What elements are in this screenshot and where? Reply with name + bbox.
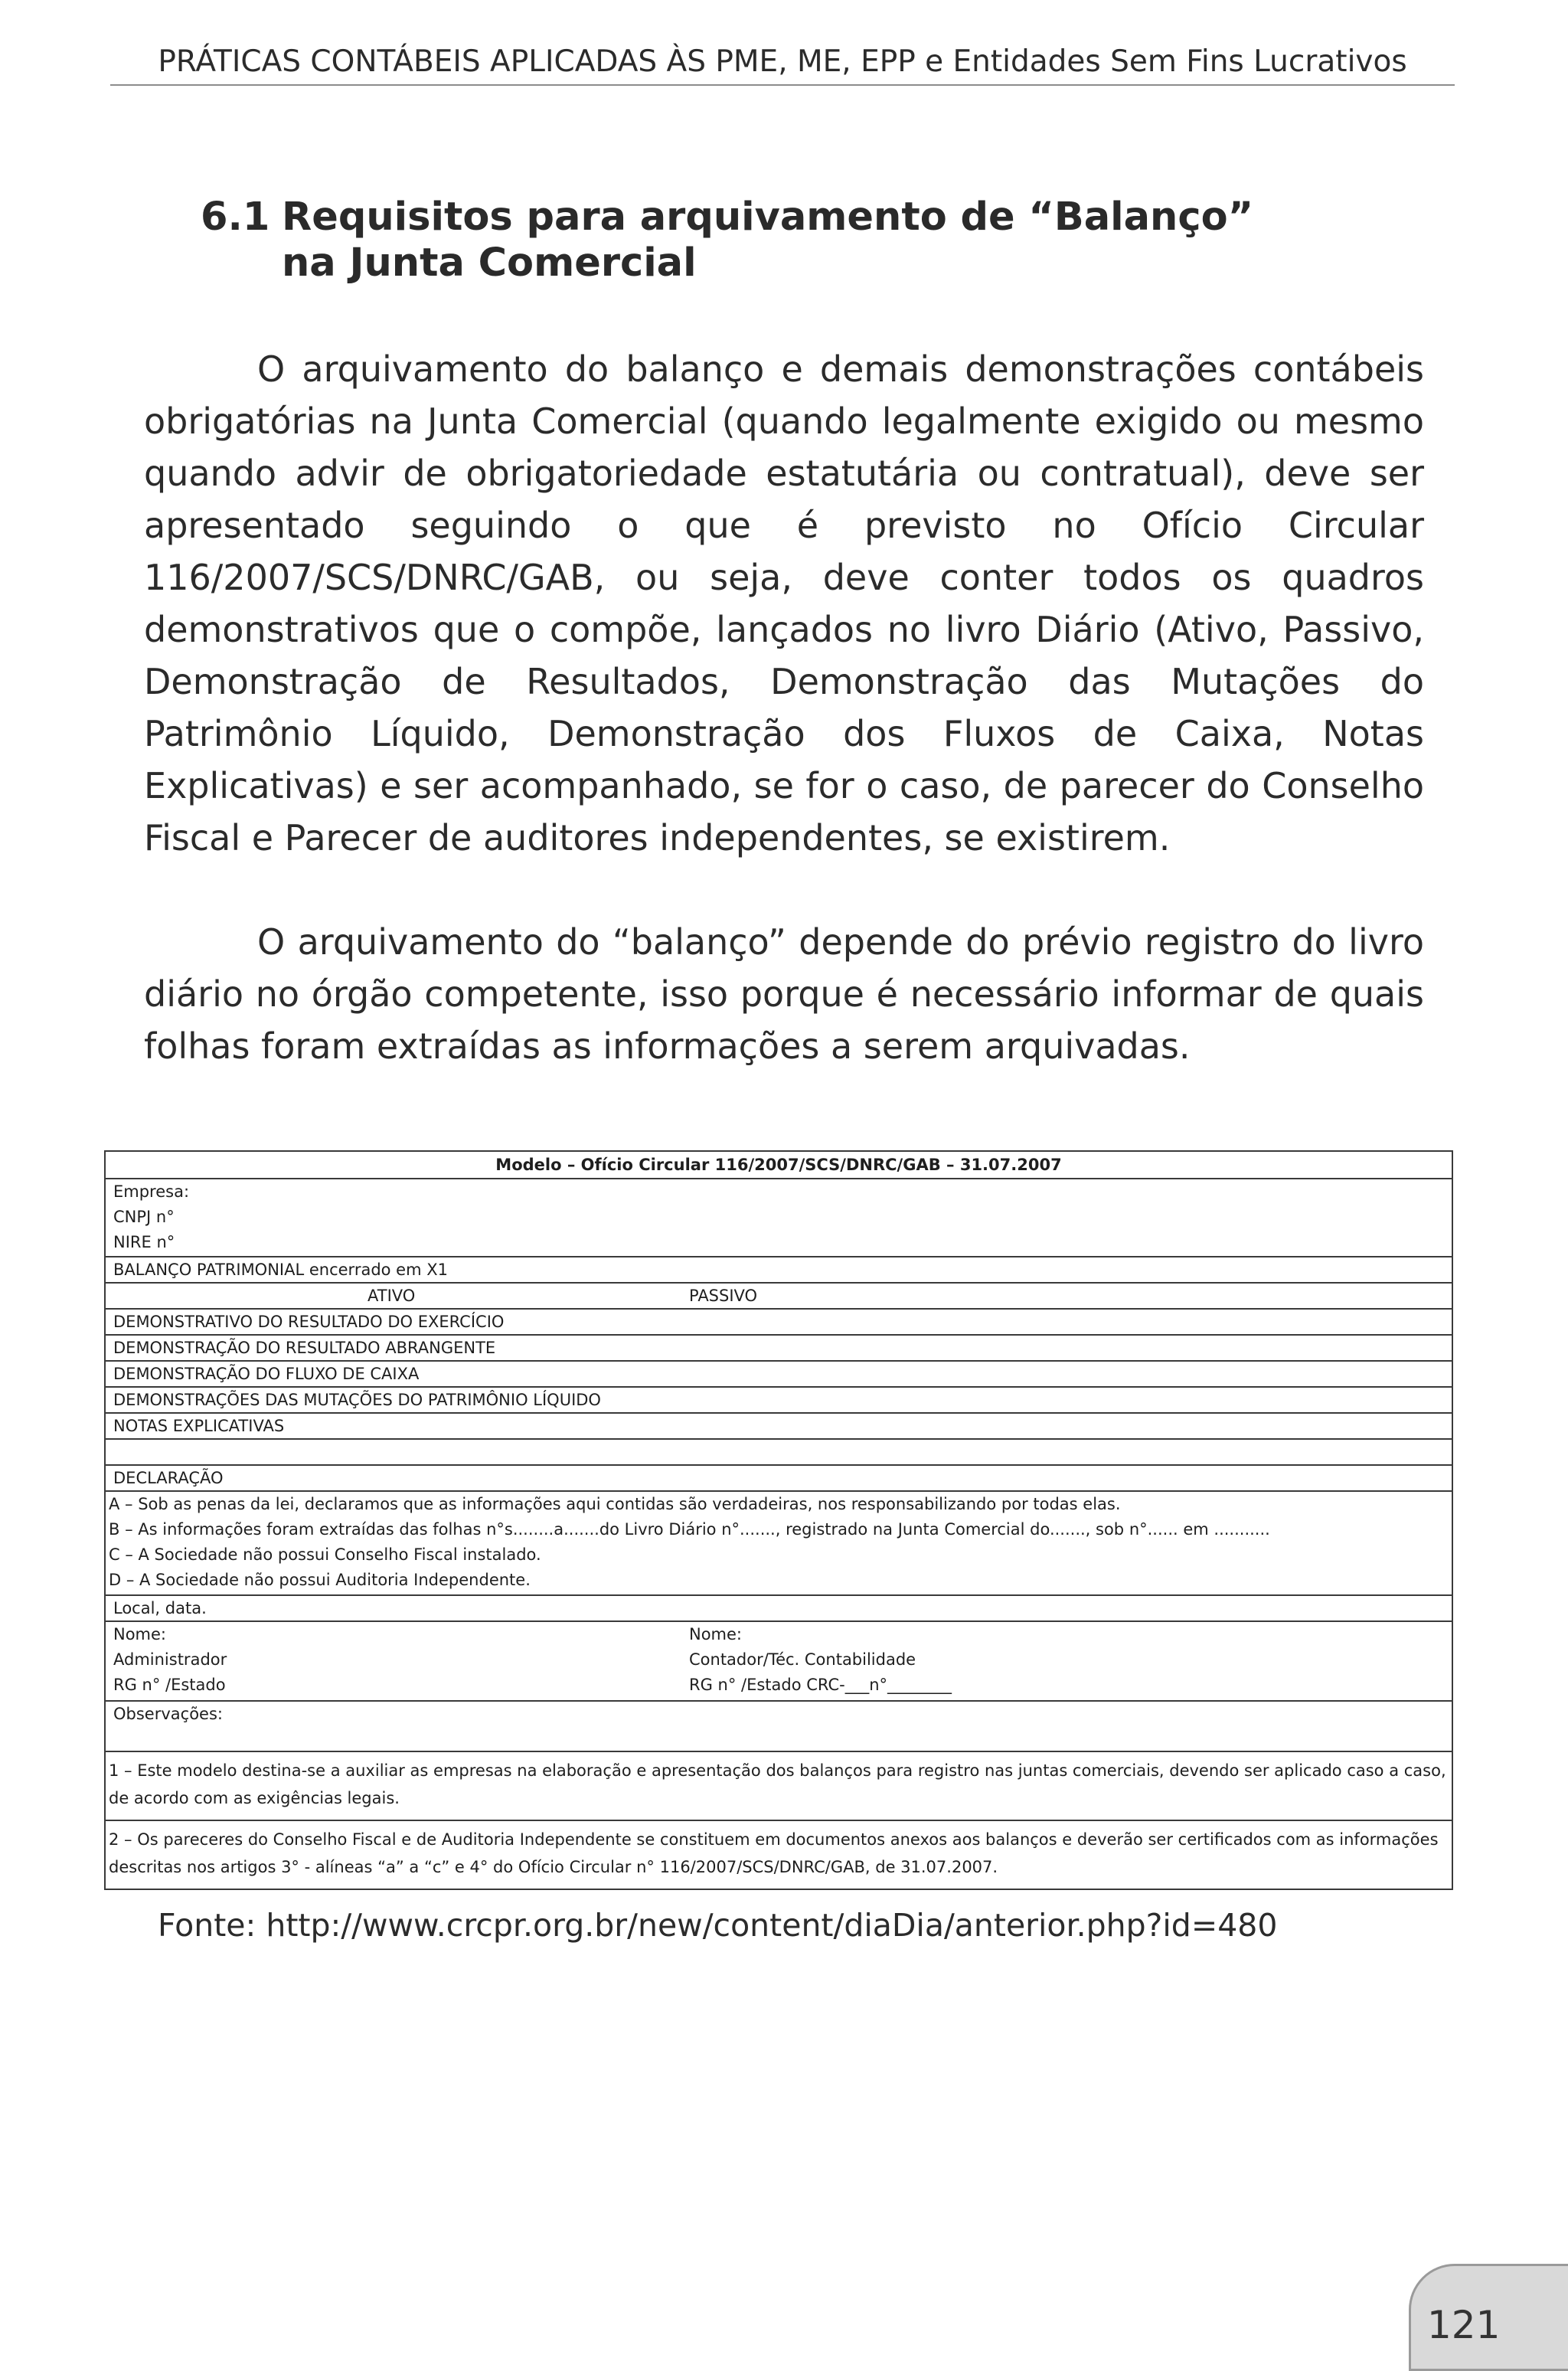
declaration-c: C – A Sociedade não possui Conselho Fiscal instalado. <box>109 1545 541 1564</box>
declaracao-label: DECLARAÇÃO <box>113 1469 224 1487</box>
observacoes-row <box>106 1702 1452 1752</box>
observacoes-label: Observações: <box>113 1705 223 1723</box>
section-title-line2: na Junta Comercial <box>282 240 697 286</box>
administrador-label: Administrador <box>113 1650 227 1669</box>
local-data-label: Local, data. <box>113 1599 207 1617</box>
balanco-label: BALANÇO PATRIMONIAL encerrado em X1 <box>113 1261 448 1279</box>
dfc-label: DEMONSTRAÇÃO DO FLUXO DE CAIXA <box>113 1365 420 1383</box>
rg-left-label: RG n° /Estado <box>113 1676 226 1694</box>
ativo-label: ATIVO <box>368 1287 416 1305</box>
signature-left <box>113 1622 689 1700</box>
nome-left-label: Nome: <box>113 1625 167 1643</box>
dra-row <box>106 1336 1452 1362</box>
note-1-row <box>106 1752 1452 1821</box>
section-title-line1: Requisitos para arquivamento de “Balanço” <box>282 195 1254 240</box>
source-citation: Fonte: http://www.crcpr.org.br/new/content/diaDia/anterior.php?id=480 <box>158 1907 1278 1944</box>
signatures-block <box>106 1622 1452 1702</box>
cnpj-label: CNPJ n° <box>113 1208 175 1226</box>
contador-label: Contador/Téc. Contabilidade <box>689 1650 916 1669</box>
declaration-block <box>106 1492 1452 1596</box>
running-header: PRÁTICAS CONTÁBEIS APLICADAS ÀS PME, ME, EPP e Entidades Sem Fins Lucrativos <box>110 40 1455 86</box>
declaration-d: D – A Sociedade não possui Auditoria Independente. <box>109 1571 531 1589</box>
note-2: 2 – Os pareceres do Conselho Fiscal e de Auditoria Independente se constituem em documentos anexos aos balanços e deverão ser certificados com as informações descritas nos artigos 3° - alíneas “a” a “c” e 4° do Ofício Circular n° 116/2007/SCS/DNRC/GAB, de 31.07.2007. <box>109 1830 1439 1876</box>
dmpl-label: DEMONSTRAÇÕES DAS MUTAÇÕES DO PATRIMÔNIO LÍQUIDO <box>113 1391 601 1409</box>
local-data-row <box>106 1596 1452 1622</box>
balanco-row <box>106 1257 1452 1284</box>
nire-label: NIRE n° <box>113 1233 175 1251</box>
ativo-passivo-row <box>106 1284 1452 1310</box>
model-table <box>104 1150 1453 1890</box>
body-paragraph-2: O arquivamento do “balanço” depende do prévio registro do livro diário no órgão competente, isso porque é necessário informar de quais folhas foram extraídas as informações a serem arquivadas. <box>144 921 1424 1067</box>
note-1: 1 – Este modelo destina-se a auxiliar as empresas na elaboração e apresentação dos balanços para registro nas juntas comerciais, devendo ser aplicado caso a caso, de acordo com as exigências legais. <box>109 1761 1446 1807</box>
declaration-a: A – Sob as penas da lei, declaramos que as informações aqui contidas são verdadeiras, nos responsabilizando por todas elas. <box>109 1495 1121 1513</box>
section-number: 6.1 <box>201 195 270 240</box>
dra-label: DEMONSTRAÇÃO DO RESULTADO ABRANGENTE <box>113 1339 496 1357</box>
dmpl-row <box>106 1388 1452 1414</box>
dfc-row <box>106 1362 1452 1388</box>
declaration-b: B – As informações foram extraídas das folhas n°s........a.......do Livro Diário n°......., registrado na Junta Comercial do......., sob n°...... em ........... <box>109 1520 1270 1539</box>
note-2-row <box>106 1821 1452 1898</box>
notas-label: NOTAS EXPLICATIVAS <box>113 1417 285 1435</box>
signature-right <box>689 1622 1444 1700</box>
dre-label: DEMONSTRATIVO DO RESULTADO DO EXERCÍCIO <box>113 1313 505 1331</box>
model-heading: Modelo – Ofício Circular 116/2007/SCS/DNRC/GAB – 31.07.2007 <box>106 1152 1452 1179</box>
company-info-block <box>106 1179 1452 1257</box>
dre-row <box>106 1310 1452 1336</box>
notas-row <box>106 1414 1452 1440</box>
passivo-label: PASSIVO <box>689 1287 758 1305</box>
declaracao-row <box>106 1466 1452 1492</box>
rg-right-label: RG n° /Estado CRC-___n°________ <box>689 1676 952 1694</box>
empresa-label: Empresa: <box>113 1182 190 1201</box>
page-number: 121 <box>1427 2303 1501 2347</box>
nome-right-label: Nome: <box>689 1625 743 1643</box>
blank-row <box>106 1440 1452 1466</box>
body-paragraph-1: O arquivamento do balanço e demais demonstrações contábeis obrigatórias na Junta Comercial (quando legalmente exigido ou mesmo quando advir de obrigatoriedade estatutária ou contratual), deve ser apresentado seguindo o que é previsto no Ofício Circular 116/2007/SCS/DNRC/GAB, ou seja, deve conter todos os quadros demonstrativos que o compõe, lançados no livro Diário (Ativo, Passivo, Demonstração de Resultados, Demonstração das Mutações do Patrimônio Líquido, Demonstração dos Fluxos de Caixa, Notas Explicativas) e ser acompanhado, se for o caso, de parecer do Conselho Fiscal e Parecer de auditores independentes, se existirem. <box>144 348 1424 858</box>
section-title <box>201 195 1349 286</box>
